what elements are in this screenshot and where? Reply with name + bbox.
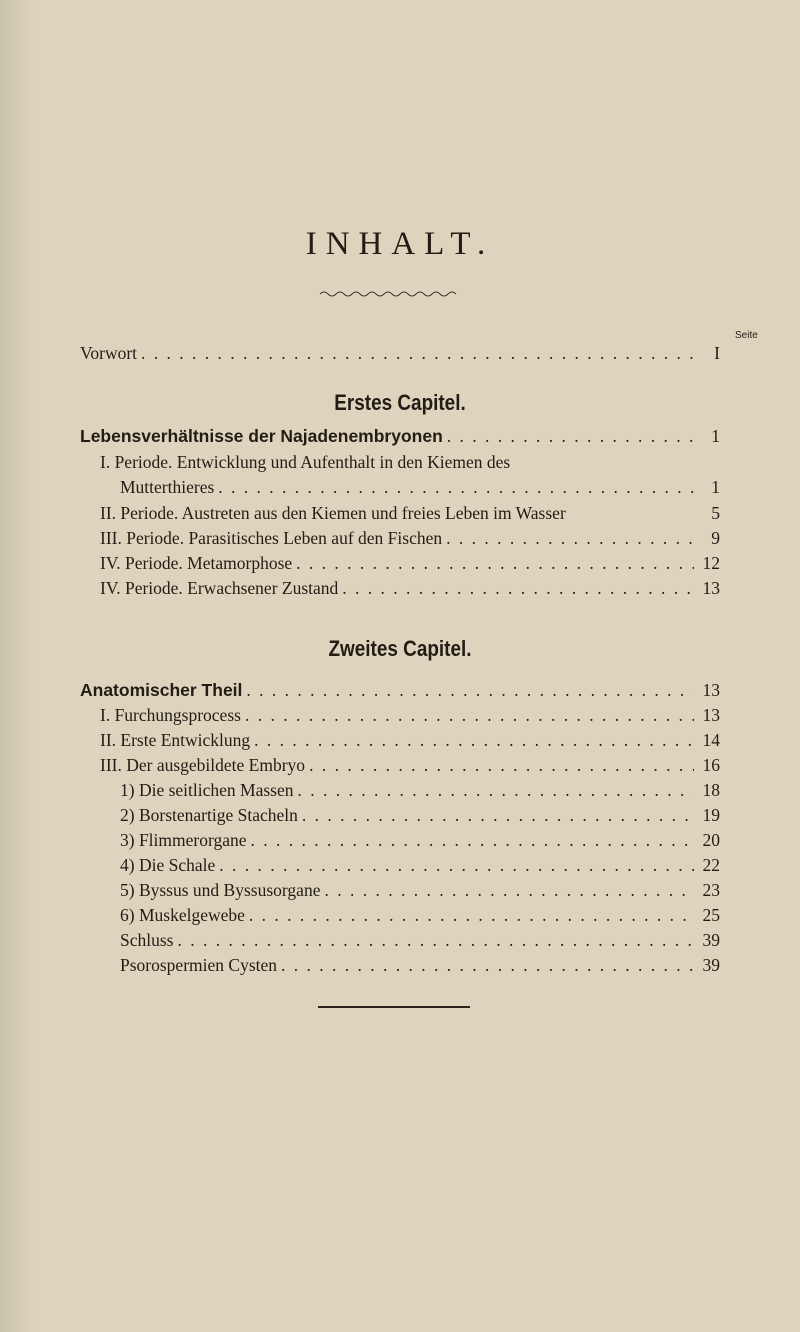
toc-section-page: 13 bbox=[702, 680, 720, 700]
toc-entry-label: I. Periode. Entwicklung und Aufenthalt in den Kiemen des bbox=[100, 452, 511, 472]
leader-dots bbox=[214, 477, 694, 498]
toc-entry-page: 16 bbox=[702, 755, 720, 775]
toc-entry-label: Schluss bbox=[120, 930, 174, 950]
toc-entry-page: 39 bbox=[702, 930, 720, 950]
leader-dots bbox=[305, 755, 694, 776]
toc-entry-label: III. Periode. Parasitisches Leben auf den Fischen bbox=[100, 528, 443, 548]
toc-entry bbox=[120, 830, 720, 854]
leader-dots bbox=[442, 528, 694, 549]
toc-entry-label: 3) Flimmerorgane bbox=[120, 830, 247, 850]
toc-entry bbox=[120, 905, 720, 929]
leader-dots bbox=[215, 855, 694, 876]
toc-entry bbox=[100, 528, 720, 552]
leader-dots bbox=[294, 780, 695, 801]
toc-entry-vorwort bbox=[80, 343, 720, 367]
leader-dots bbox=[241, 705, 694, 726]
leader-dots bbox=[247, 830, 694, 851]
leader-dots bbox=[443, 426, 694, 447]
toc-entry-page: 19 bbox=[702, 805, 720, 825]
leader-dots bbox=[137, 343, 694, 364]
toc-entry-label: II. Periode. Austreten aus den Kiemen und freies Leben im Wasser bbox=[100, 503, 566, 523]
toc-section bbox=[80, 680, 720, 704]
leader-dots bbox=[173, 930, 694, 951]
page-title: INHALT. bbox=[305, 226, 495, 262]
toc-entry-page: 5 bbox=[711, 503, 720, 523]
toc-entry-label: 1) Die seitlichen Massen bbox=[120, 780, 294, 800]
toc-entry-page: 25 bbox=[702, 905, 720, 925]
toc-entry-label: 5) Byssus und Byssusorgane bbox=[120, 880, 321, 900]
toc-entry-label: I. Furchungsprocess bbox=[100, 705, 241, 725]
toc-entry-label: IV. Periode. Metamorphose bbox=[100, 553, 293, 573]
toc-entry-page: I bbox=[714, 343, 720, 363]
leader-dots bbox=[338, 578, 694, 599]
leader-dots bbox=[292, 553, 694, 574]
toc-entry-page: 23 bbox=[702, 880, 720, 900]
toc-entry-page: 20 bbox=[702, 830, 720, 850]
toc-entry bbox=[100, 730, 720, 754]
toc-entry-page: 22 bbox=[702, 855, 720, 875]
leader-dots bbox=[242, 680, 694, 701]
toc-entry-label: III. Der ausgebildete Embryo bbox=[100, 755, 306, 775]
toc-entry bbox=[120, 855, 720, 879]
toc-entry-page: 13 bbox=[702, 578, 720, 598]
toc-entry-label: II. Erste Entwicklung bbox=[100, 730, 251, 750]
toc-entry-page: 39 bbox=[702, 955, 720, 975]
toc-section-label: Anatomischer Theil bbox=[80, 680, 243, 700]
toc-entry-page: 12 bbox=[702, 553, 720, 573]
toc-entry bbox=[120, 955, 720, 979]
toc-entry-page: 13 bbox=[702, 705, 720, 725]
toc-entry bbox=[100, 553, 720, 577]
toc-section-page: 1 bbox=[711, 426, 720, 446]
toc-entry bbox=[120, 805, 720, 829]
chapter-heading: Zweites Capitel. bbox=[328, 636, 472, 661]
toc-entry bbox=[100, 755, 720, 779]
leader-dots bbox=[250, 730, 694, 751]
toc-entry-page: 14 bbox=[702, 730, 720, 750]
toc-entry bbox=[120, 930, 720, 954]
toc-entry-label: 2) Borstenartige Stacheln bbox=[120, 805, 298, 825]
toc-entry-page: 9 bbox=[711, 528, 720, 548]
closing-rule bbox=[318, 1006, 470, 1008]
leader-dots bbox=[298, 805, 694, 826]
toc-entry bbox=[120, 780, 720, 804]
toc-section bbox=[80, 426, 720, 450]
toc-entry-page: 18 bbox=[702, 780, 720, 800]
toc-section-label: Lebensverhältnisse der Najadenembryonen bbox=[80, 426, 443, 446]
leader-dots bbox=[245, 905, 694, 926]
wave-ornament-icon bbox=[318, 288, 458, 298]
toc-entry bbox=[100, 503, 720, 527]
toc-entry-label: Mutterthieres bbox=[120, 477, 215, 497]
leader-dots bbox=[320, 880, 694, 901]
toc-entry bbox=[120, 477, 720, 501]
leader-dots bbox=[277, 955, 694, 976]
toc-entry bbox=[100, 452, 720, 476]
toc-entry-label: IV. Periode. Erwachsener Zustand bbox=[100, 578, 339, 598]
chapter-heading: Erstes Capitel. bbox=[334, 390, 466, 415]
toc-entry-label: 4) Die Schale bbox=[120, 855, 216, 875]
toc-entry bbox=[100, 705, 720, 729]
toc-entry-label: 6) Muskelgewebe bbox=[120, 905, 245, 925]
toc-entry bbox=[120, 880, 720, 904]
toc-entry-label: Psorospermien Cysten bbox=[120, 955, 278, 975]
page-column-label: Seite bbox=[735, 330, 758, 341]
toc-entry bbox=[100, 578, 720, 602]
toc-entry-label: Vorwort bbox=[80, 343, 138, 363]
toc-entry-page: 1 bbox=[711, 477, 720, 497]
